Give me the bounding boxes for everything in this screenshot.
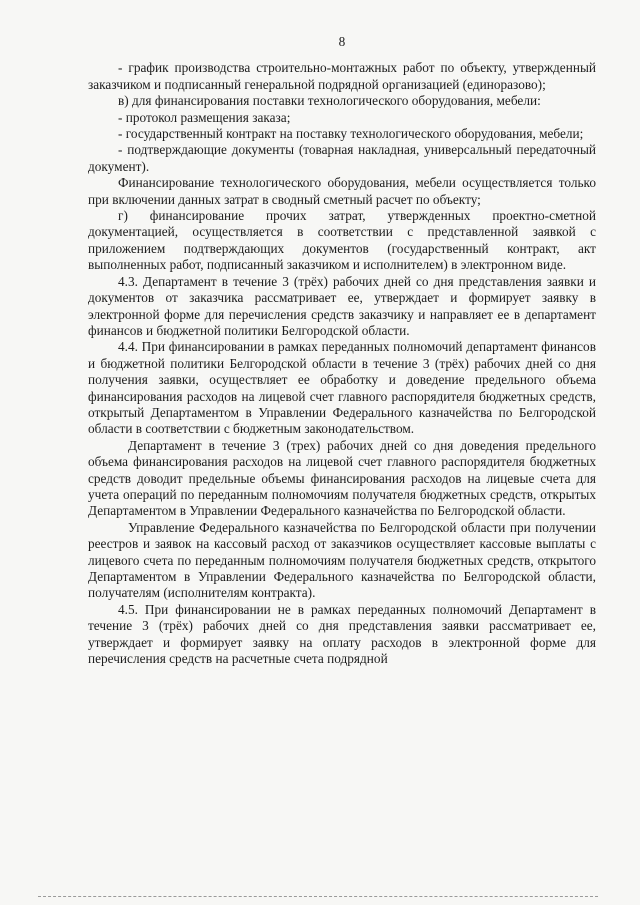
paragraph-supporting-docs: - подтверждающие документы (товарная накладная, универсальный передаточный документ).: [88, 142, 596, 174]
page-number: 8: [338, 34, 346, 49]
paragraph-treasury: Управление Федерального казначейства по Белгородской области при получении реестров и заявок на кассовый расход от заказчиков осуществляет кассовые выплаты с лицевого счета по переданным полномочиям получателя бюджетных средств, открытого Департаментом в Управлении Федерального казначейства по Белгородской области, получателям (исполнителям контракта).: [88, 519, 596, 601]
paragraph-4-3: 4.3. Департамент в течение 3 (трёх) рабочих дней со дня представления заявки и документов от заказчика рассматривает ее, утверждает и формирует заявку в электронной форме для перечисления средств заказчику и направляет ее в департамент финансов и бюджетной политики Белгородской области.: [88, 273, 596, 338]
document-page: [88, 34, 596, 667]
scan-bottom-edge: [38, 896, 598, 897]
paragraph-protocol: - протокол размещения заказа;: [118, 109, 291, 125]
paragraph-equipment-financing: Финансирование технологического оборудования, мебели осуществляется только при включении данных затрат в сводный сметный расчет по объекту;: [88, 175, 596, 207]
paragraph-4-5: 4.5. При финансировании не в рамках переданных полномочий Департамент в течение 3 (трёх) рабочих дней со дня представления заявки рассматривает ее, утверждает и формирует заявку на оплату расходов в электронной форме для перечисления средств на расчетные счета подрядной: [88, 601, 596, 667]
paragraph-item-v: в) для финансирования поставки технологического оборудования, мебели:: [118, 93, 541, 109]
paragraph-department-limits: Департамент в течение 3 (трех) рабочих дней со дня доведения предельного объема финансирования расходов на лицевой счет главного распорядителя бюджетных средств доводит предельные объемы финансирования расходов на лицевые счета для учета операций по переданным полномочиям получателя бюджетных средств, открытых Департаментом в Управлении Федерального казначейства по Белгородской области.: [88, 437, 596, 519]
paragraph-item-g: г) финансирование прочих затрат, утвержденных проектно-сметной документацией, осуществляется в соответствии с представленной заявкой с приложением подтверждающих документов (государственный контракт, акт выполненных работ, подписанный заказчиком и исполнителем) в электронном виде.: [88, 208, 596, 273]
paragraph-4-4: 4.4. При финансировании в рамках переданных полномочий департамент финансов и бюджетной политики Белгородской области в течение 3 (трёх) рабочих дней со дня получения заявки, осуществляет ее обработку и доведение предельного объема финансирования расходов на лицевой счет главного распорядителя бюджетных средств, открытый Департаментом в Управлении Федерального казначейства по Белгородской области в соответствии с бюджетным законодательством.: [88, 339, 596, 437]
paragraph-schedule: - график производства строительно-монтажных работ по объекту, утвержденный заказчиком и подписанный генеральной подрядной организацией (единоразово);: [88, 60, 596, 92]
paragraph-contract: - государственный контракт на поставку технологического оборудования, мебели;: [118, 126, 584, 142]
